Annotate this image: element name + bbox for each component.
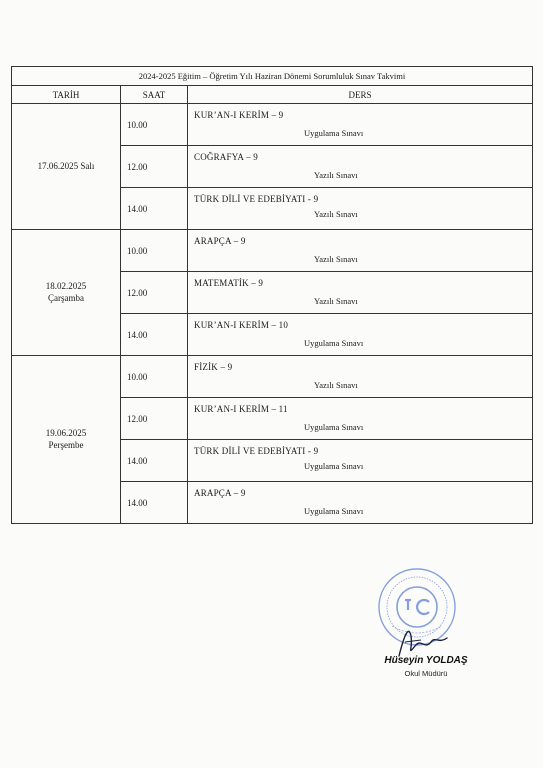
table-row bbox=[12, 356, 533, 398]
exam-type: Uygulama Sınavı bbox=[304, 128, 364, 138]
subject-name: KUR’AN-I KERİM – 9 bbox=[194, 110, 284, 120]
date-line: 18.02.2025 bbox=[45, 280, 87, 291]
time-cell: 12.00 bbox=[121, 398, 188, 440]
exam-type: Yazılı Sınavı bbox=[314, 170, 358, 180]
header-subject: DERS bbox=[188, 86, 533, 104]
subject-cell bbox=[188, 356, 533, 398]
date-cell bbox=[12, 356, 121, 524]
day-line: Perşembe bbox=[48, 439, 84, 450]
time-cell: 10.00 bbox=[121, 104, 188, 146]
time-cell: 14.00 bbox=[121, 440, 188, 482]
time-cell: 10.00 bbox=[121, 356, 188, 398]
exam-type: Yazılı Sınavı bbox=[314, 296, 358, 306]
subject-cell bbox=[188, 440, 533, 482]
time-cell: 14.00 bbox=[121, 314, 188, 356]
exam-type: Yazılı Sınavı bbox=[314, 209, 358, 219]
date-line: 17.06.2025 Salı bbox=[37, 160, 95, 171]
time-cell: 12.00 bbox=[121, 272, 188, 314]
subject-name: COĞRAFYA – 9 bbox=[194, 152, 258, 162]
exam-type: Uygulama Sınavı bbox=[304, 422, 364, 432]
exam-type: Uygulama Sınavı bbox=[304, 461, 364, 471]
time-cell: 14.00 bbox=[121, 482, 188, 524]
time-cell: 14.00 bbox=[121, 188, 188, 230]
day-line: Çarşamba bbox=[48, 292, 84, 303]
principal-title: Okul Müdürü bbox=[404, 669, 448, 678]
subject-name: FİZİK – 9 bbox=[194, 362, 233, 372]
exam-type: Yazılı Sınavı bbox=[314, 380, 358, 390]
time-cell: 10.00 bbox=[121, 230, 188, 272]
subject-cell bbox=[188, 188, 533, 230]
exam-type: Uygulama Sınavı bbox=[304, 506, 364, 516]
date-line: 19.06.2025 bbox=[45, 427, 87, 438]
exam-schedule-table bbox=[11, 66, 533, 524]
subject-cell bbox=[188, 314, 533, 356]
date-cell bbox=[12, 230, 121, 356]
subject-name: ARAPÇA – 9 bbox=[194, 236, 246, 246]
subject-cell bbox=[188, 272, 533, 314]
subject-cell bbox=[188, 230, 533, 272]
subject-name: MATEMATİK – 9 bbox=[194, 278, 264, 288]
subject-name: KUR’AN-I KERİM – 11 bbox=[194, 404, 288, 414]
time-cell: 12.00 bbox=[121, 146, 188, 188]
date-cell bbox=[12, 104, 121, 230]
subject-name: TÜRK DİLİ VE EDEBİYATI - 9 bbox=[194, 194, 319, 204]
table-row bbox=[12, 104, 533, 146]
principal-name: Hüseyin YOLDAŞ bbox=[384, 655, 468, 666]
subject-name: TÜRK DİLİ VE EDEBİYATI - 9 bbox=[194, 446, 319, 456]
header-date: TARİH bbox=[12, 86, 121, 104]
table-row bbox=[12, 230, 533, 272]
subject-cell bbox=[188, 482, 533, 524]
subject-cell bbox=[188, 104, 533, 146]
exam-type: Yazılı Sınavı bbox=[314, 254, 358, 264]
subject-cell bbox=[188, 398, 533, 440]
subject-name: ARAPÇA – 9 bbox=[194, 488, 246, 498]
header-time: SAAT bbox=[121, 86, 188, 104]
subject-name: KUR’AN-I KERİM – 10 bbox=[194, 320, 289, 330]
exam-type: Uygulama Sınavı bbox=[304, 338, 364, 348]
subject-cell bbox=[188, 146, 533, 188]
table-title: 2024-2025 Eğitim – Öğretim Yılı Haziran Dönemi Sorumluluk Sınav Takvimi bbox=[12, 67, 533, 86]
